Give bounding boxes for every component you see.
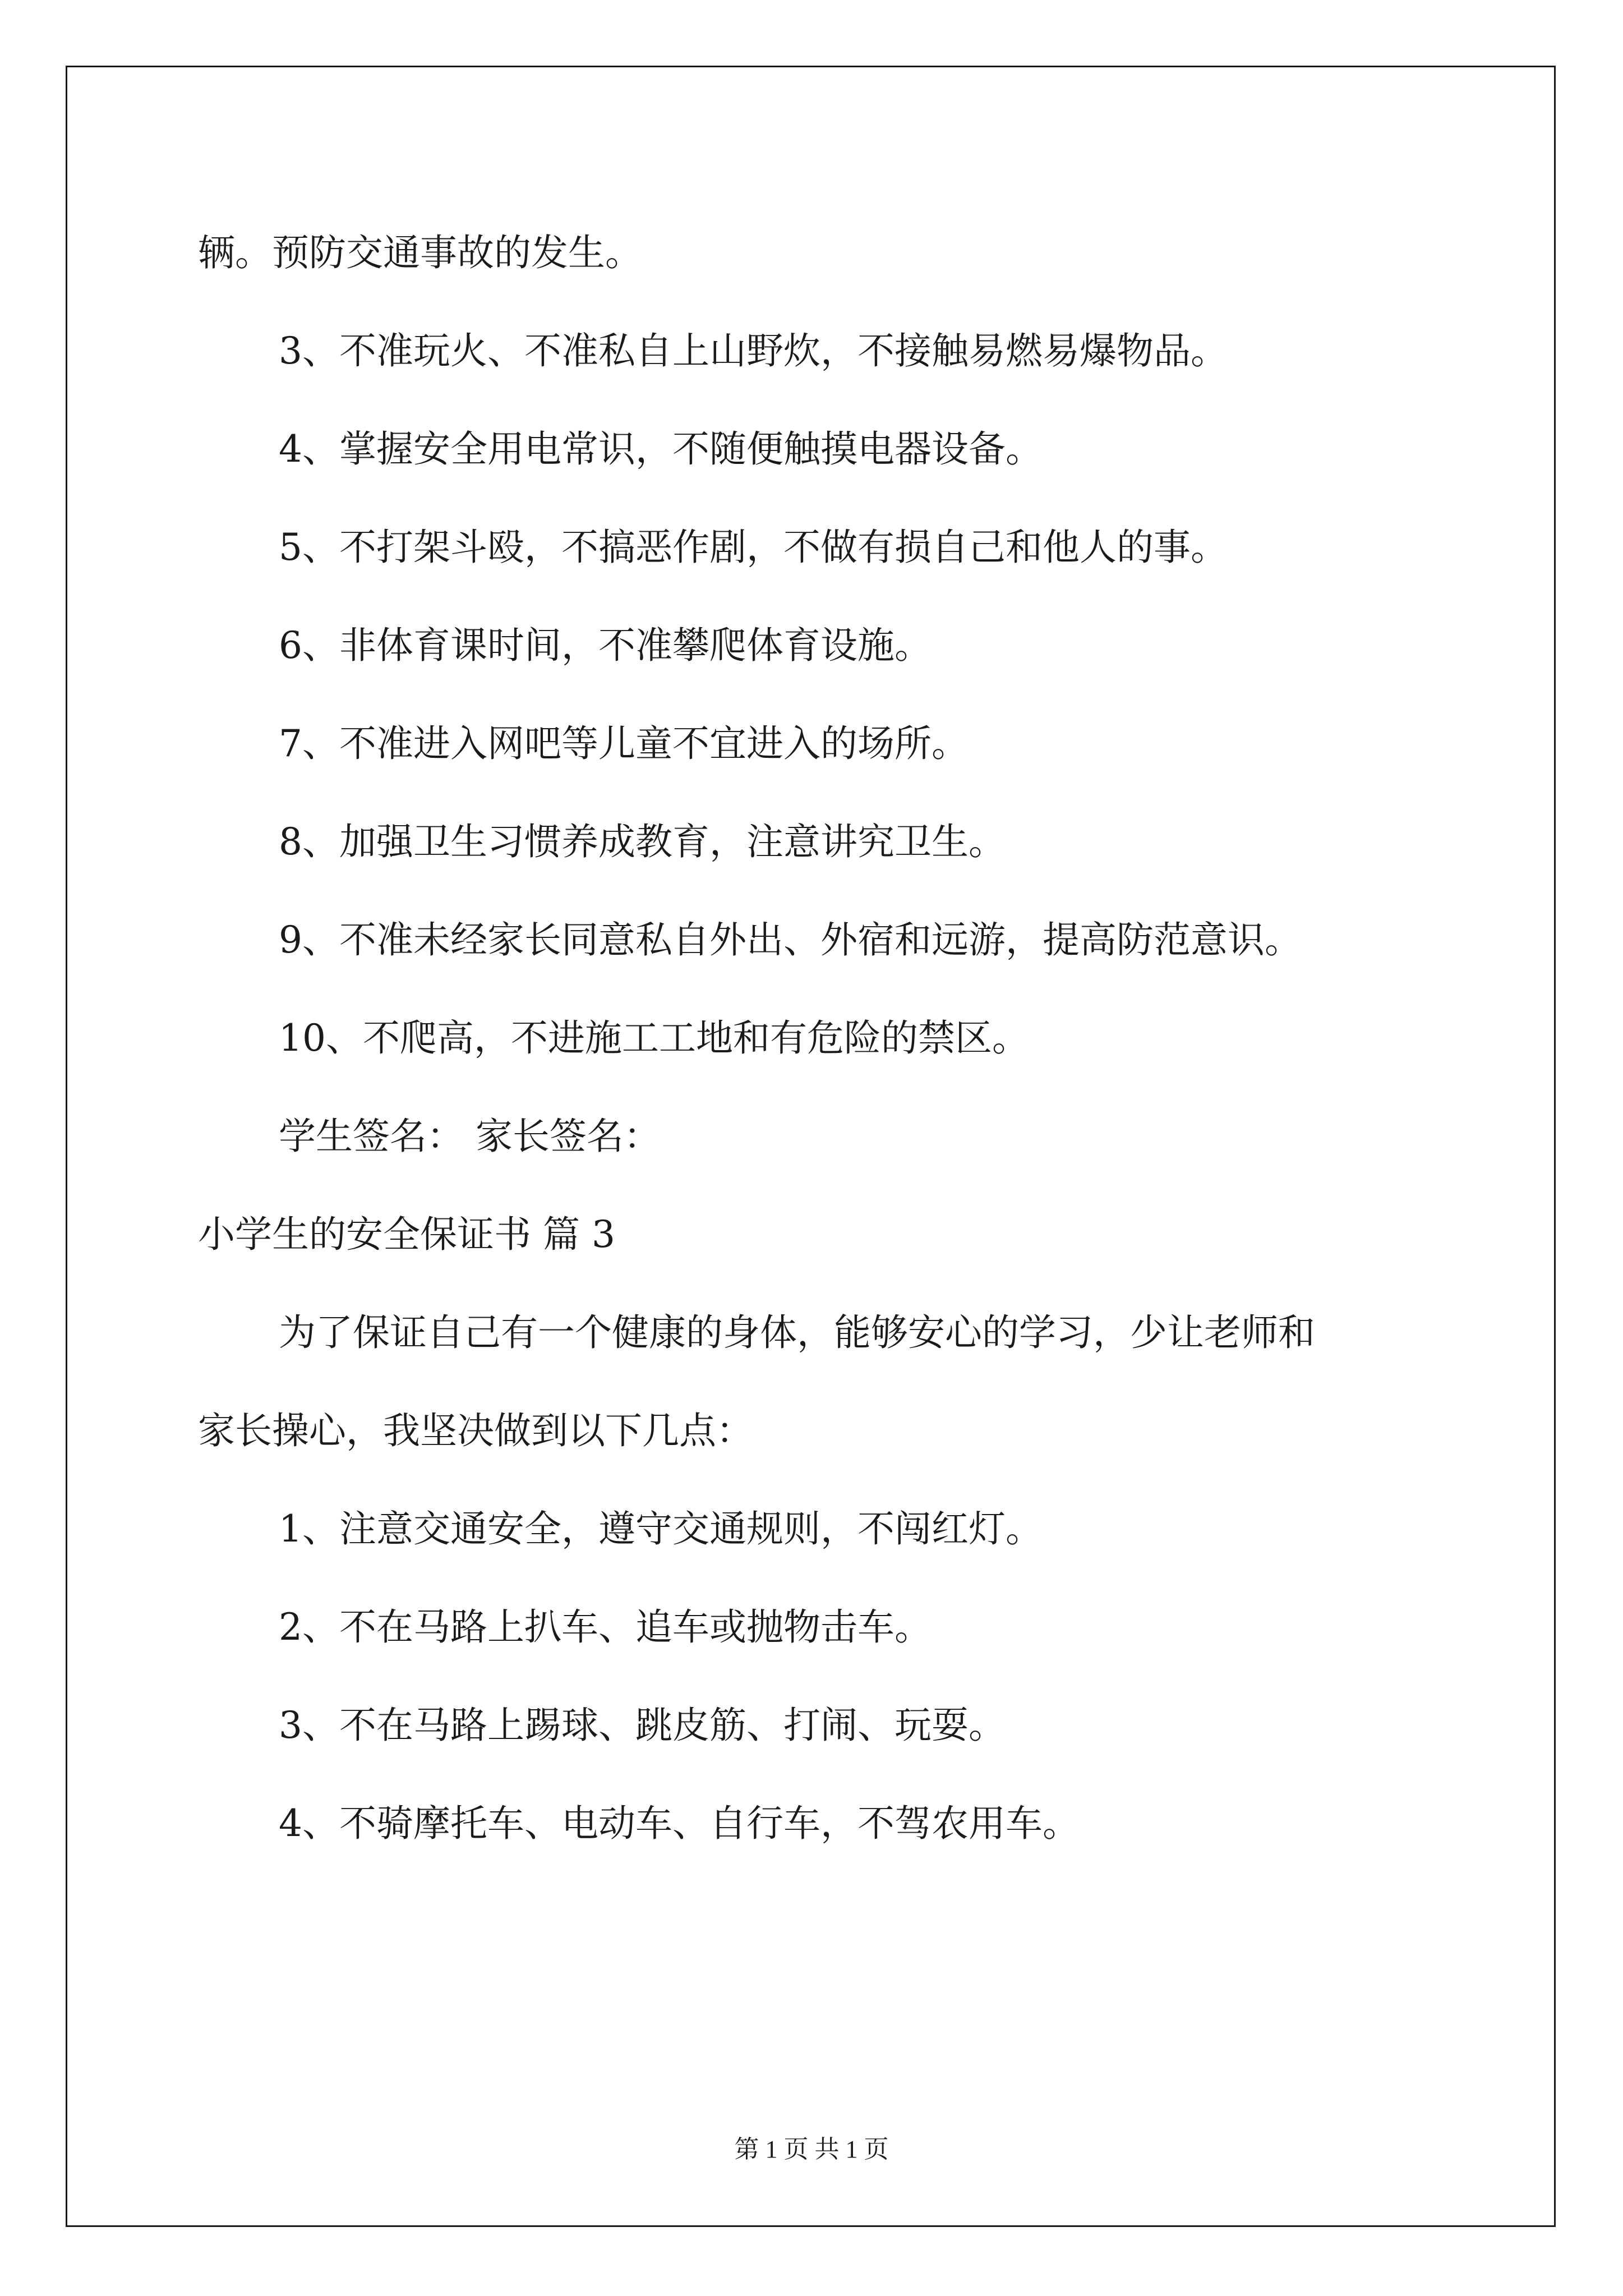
- list-item: 4、掌握安全用电常识，不随便触摸电器设备。: [279, 427, 1043, 471]
- paragraph-line: 为了保证自己有一个健康的身体，能够安心的学习，少让老师和: [279, 1311, 1315, 1354]
- list-item: 7、不准进入网吧等儿童不宜进入的场所。: [279, 722, 969, 765]
- signature-line: 学生签名： 家长签名：: [279, 1115, 661, 1158]
- list-item: 3、不在马路上踢球、跳皮筋、打闹、玩耍。: [279, 1704, 1006, 1747]
- list-item: 9、不准未经家长同意私自外出、外宿和远游，提高防范意识。: [279, 918, 1302, 961]
- paragraph-line: 家长操心，我坚决做到以下几点：: [198, 1409, 753, 1452]
- list-item: 3、不准玩火、不准私自上山野炊，不接触易燃易爆物品。: [279, 329, 1228, 372]
- list-item: 10、不爬高，不进施工工地和有危险的禁区。: [279, 1016, 1029, 1060]
- section-heading: 小学生的安全保证书 篇 3: [198, 1213, 615, 1256]
- list-item: 4、不骑摩托车、电动车、自行车，不驾农用车。: [279, 1802, 1080, 1845]
- list-item: 2、不在马路上扒车、追车或抛物击车。: [279, 1605, 932, 1649]
- list-item: 6、非体育课时间，不准攀爬体育设施。: [279, 624, 932, 667]
- page-footer: 第 1 页 共 1 页: [734, 2136, 889, 2163]
- paragraph-line: 辆。预防交通事故的发生。: [198, 231, 642, 274]
- list-item: 1、注意交通安全，遵守交通规则，不闯红灯。: [279, 1507, 1043, 1550]
- list-item: 5、不打架斗殴，不搞恶作剧，不做有损自己和他人的事。: [279, 526, 1228, 569]
- list-item: 8、加强卫生习惯养成教育，注意讲究卫生。: [279, 820, 1006, 863]
